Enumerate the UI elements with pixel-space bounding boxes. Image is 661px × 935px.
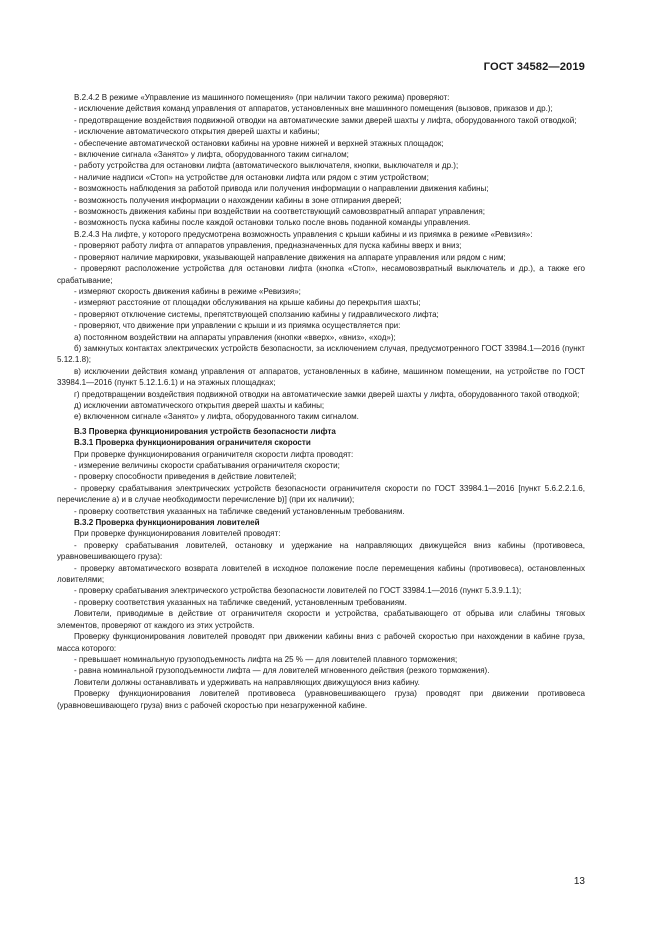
document-body: [57, 92, 585, 711]
body-paragraph: - измерение величины скорости срабатывания ограничителя скорости;: [74, 461, 340, 470]
body-paragraph: - предотвращение воздействия подвижной отводки на автоматические замки дверей шахты у лифта, оборудованного такой отводкой;: [74, 115, 577, 125]
body-paragraph: - проверяют, что движение при управлении с крыши и из приямка осуществляется при:: [74, 321, 401, 331]
body-paragraph: - проверку автоматического возврата ловителей в исходное положение после перемещения кабины (противовеса), остановленных ловителями;: [57, 563, 585, 585]
body-paragraph: - равна номинальной грузоподъемности лифта — для ловителей мгновенного действия (резкого торможения).: [74, 666, 490, 676]
body-paragraph: - возможность получения информации о нахождении кабины в зоне отпирания дверей;: [74, 195, 402, 205]
body-paragraph: - проверку срабатывания электрического устройства безопасности ловителей по ГОСТ 33984.1—2016 (пункт 5.3.9.1.1);: [74, 586, 522, 596]
body-paragraph: - измеряют расстояние от площадки обслуживания на крыше кабины до перекрытия шахты;: [74, 298, 421, 308]
body-paragraph: е) включенном сигнале «Занято» у лифта, оборудованного таким сигналом.: [74, 412, 359, 422]
body-paragraph: - возможность пуска кабины после каждой остановки только после вновь поданной команды управления.: [74, 218, 471, 228]
body-paragraph: При проверке функционирования ограничителя скорости лифта проводят:: [74, 449, 354, 459]
body-paragraph: в) исключении действия команд управления от аппаратов, установленных в кабине, машинном помещении, на устройстве по ГОСТ 33984.1—2016 (пункт 5.12.1.6.1) и на этажных площадках;: [57, 366, 585, 388]
body-paragraph: - измеряют скорость движения кабины в режиме «Ревизия»;: [74, 286, 301, 296]
body-paragraph: Ловители, приводимые в действие от ограничителя скорости и устройства, срабатывающего от обрыва или слабины тяговых элементов, проверяют от каждого из этих устройств.: [57, 609, 585, 630]
body-paragraph: - превышает номинальную грузоподъемность лифта на 25 % — для ловителей плавного торможения;: [74, 654, 458, 664]
body-paragraph: - проверку соответствия указанных на табличке сведений установленным требованиям.: [74, 506, 405, 516]
body-paragraph: - исключение действия команд управления от аппаратов, установленных вне машинного помещения (вызовов, приказов и др.);: [74, 104, 553, 114]
body-paragraph: Проверку функционирования ловителей противовеса (уравновешивающего груза) проводят при движении противовеса (уравновешивающего груза) вниз с рабочей скоростью при незагруженной кабине.: [57, 689, 585, 710]
body-paragraph: - проверку соответствия указанных на табличке сведений, установленным требованиям.: [74, 597, 407, 607]
page-number: 13: [573, 876, 585, 887]
body-paragraph: - включение сигнала «Занято» у лифта, оборудованного таким сигналом;: [74, 150, 349, 160]
body-paragraph: а) постоянном воздействии на аппараты управления (кнопки «вверх», «вниз», «ход»);: [74, 332, 396, 342]
body-paragraph: г) предотвращении воздействия подвижной отводки на автоматические замки дверей шахты у лифта, оборудованного такой отводкой;: [74, 389, 580, 399]
document-code: ГОСТ 34582—2019: [483, 61, 585, 73]
body-paragraph: д) исключении автоматического открытия дверей шахты и кабины;: [74, 400, 325, 410]
body-paragraph: - проверяют расположение устройства для остановки лифта (кнопка «Стоп», несамовозвратный выключатель и др.), а также его срабатывание;: [57, 264, 585, 285]
section-heading: В.3 Проверка функционирования устройств безопасности лифта: [74, 426, 336, 436]
body-paragraph: Ловители должны останавливать и удерживать на направляющих движущуюся вниз кабину.: [74, 677, 420, 687]
body-paragraph: - проверку срабатывания ловителей, остановку и удержание на направляющих движущейся вниз кабины (противовеса, уравновешивающего груза):: [57, 540, 585, 562]
body-paragraph: - возможность наблюдения за работой привода или получения информации о направлении движения кабины;: [74, 184, 489, 194]
body-paragraph: - проверяют наличие маркировки, указывающей направление движения на аппарате управления или рядом с ним;: [74, 252, 506, 262]
body-paragraph: - проверяют отключение системы, препятствующей сползанию кабины у гидравлического лифта;: [74, 309, 439, 319]
body-paragraph: В.2.4.3 На лифте, у которого предусмотрена возможность управления с крыши кабины и из приямка в режиме «Ревизия»:: [74, 229, 533, 239]
body-paragraph: - работу устройства для остановки лифта (автоматического выключателя, кнопки, выключателя и др.);: [74, 161, 459, 171]
body-paragraph: - возможность движения кабины при воздействии на соответствующий самовозвратный аппарат управления;: [74, 207, 486, 217]
body-paragraph: - обеспечение автоматической остановки кабины на уровне нижней и верхней этажных площадок;: [74, 138, 444, 148]
body-paragraph: - исключение автоматического открытия дверей шахты и кабины;: [74, 127, 320, 137]
body-paragraph: В.2.4.2 В режиме «Управление из машинного помещения» (при наличии такого режима) проверяют:: [74, 93, 450, 102]
body-paragraph: - проверку способности приведения в действие ловителей;: [74, 472, 297, 482]
section-heading: В.3.1 Проверка функционирования ограничителя скорости: [74, 438, 311, 448]
body-paragraph: - наличие надписи «Стоп» на устройстве для остановки лифта или рядом с этим устройством;: [74, 172, 429, 182]
body-paragraph: - проверку срабатывания электрических устройств безопасности ограничителя скорости по ГОСТ 33984.1—2016 [пункт 5.6.2.2.1.6, перечисление а) и в случае необходимости перечисление b)] (при их наличии);: [57, 483, 585, 505]
body-paragraph: б) замкнутых контактах электрических устройств безопасности, за исключением случая, предусмотренного ГОСТ 33984.1—2016 (пункт 5.12.1.8);: [57, 343, 585, 365]
body-paragraph: Проверку функционирования ловителей проводят при движении кабины вниз с рабочей скоростью при нахождении в кабине груза, масса которого:: [57, 632, 585, 653]
body-paragraph: - проверяют работу лифта от аппаратов управления, предназначенных для пуска кабины вверх и вниз;: [74, 241, 462, 251]
body-paragraph: При проверке функционирования ловителей проводят:: [74, 529, 281, 539]
section-heading: В.3.2 Проверка функционирования ловителей: [74, 518, 260, 528]
